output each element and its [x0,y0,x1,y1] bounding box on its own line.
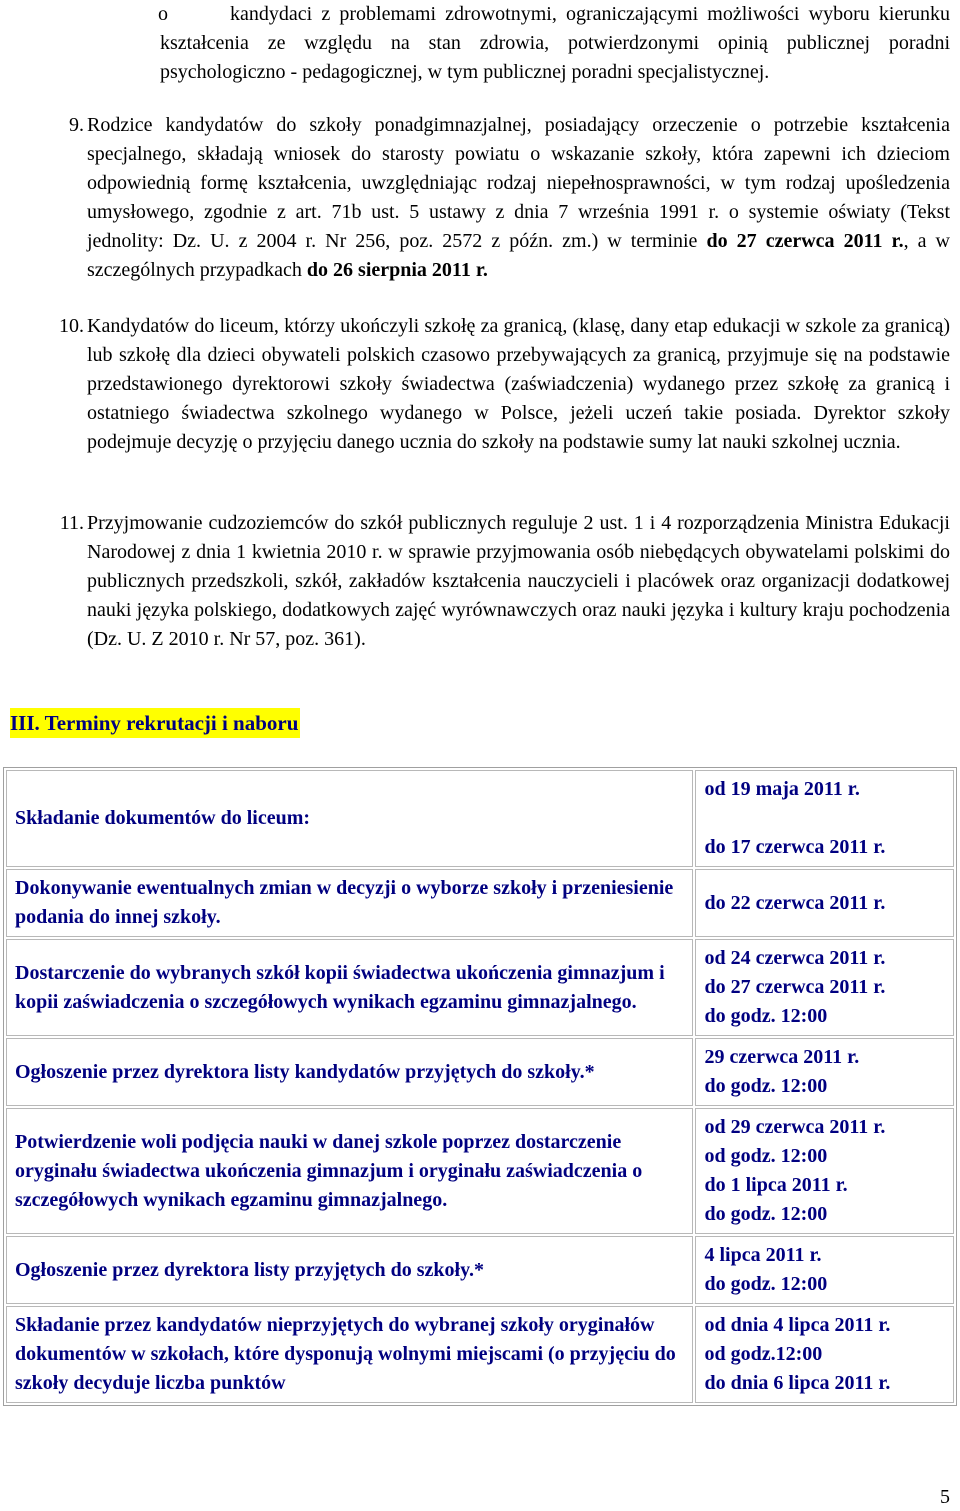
schedule-date-line: do 17 czerwca 2011 r. [704,836,886,858]
bullet-list-item [160,0,950,87]
schedule-dates [695,1108,954,1234]
schedule-row [6,939,954,1036]
schedule-date-line: do 27 czerwca 2011 r. [704,976,886,998]
schedule-dates [695,1236,954,1304]
item-text-part: , a w szczególnych przypadkach [87,230,950,281]
item-number: 10. [59,315,84,337]
schedule-task: Dokonywanie ewentualnych zmian w decyzji o wyborze szkoły i przeniesienie podania do innej szkoły. [6,869,693,937]
deadline-bold: do 27 czerwca 2011 r. [706,230,904,252]
schedule-date-line: do 1 lipca 2011 r. [704,1174,848,1196]
schedule-task: Ogłoszenie przez dyrektora listy przyjętych do szkoły.* [6,1236,693,1304]
numbered-item-9 [40,111,950,285]
item-text-part: Rodzice kandydatów do szkoły ponadgimnazjalnej, posiadający orzeczenie o potrzebie kształcenia specjalnego, składają wniosek do starosty powiatu o wskazanie szkoły, która zapewni ich dzieciom odpowiednią formę kształcenia, uwzględniając rodzaj niepełnosprawności, w tym rodzaj upośledzenia umysłowego, zgodnie z art. 71b ust. 5 ustawy z dnia 7 września 1991 r. o systemie oświaty (Tekst jednolity: Dz. U. z 2004 r. Nr 256, poz. 2572 z późn. zm.) w terminie [87,114,950,252]
schedule-dates [695,1306,954,1403]
schedule-date-line: od godz. 12:00 [704,1145,828,1167]
schedule-task: Składanie przez kandydatów nieprzyjętych do wybranej szkoły oryginałów dokumentów w szkołach, które dysponują wolnymi miejscami (o przyjęciu do szkoły decyduje liczba punktów [6,1306,693,1403]
schedule-row [6,869,954,937]
schedule-task: Składanie dokumentów do liceum: [6,770,693,867]
schedule-date-line: do godz. 12:00 [704,1273,828,1295]
item-text: Przyjmowanie cudzoziemców do szkół publicznych reguluje 2 ust. 1 i 4 rozporządzenia Ministra Edukacji Narodowej z dnia 1 kwietnia 2010 r. w sprawie przyjmowania osób niebędących obywatelami polskimi do publicznych przedszkoli, szkół, zakładów kształcenia nauczycieli i placówek oraz organizacji dodatkowej nauki języka polskiego, dodatkowych zajęć wyrównawczych oraz nauki języka i kultury kraju pochodzenia (Dz. U. Z 2010 r. Nr 57, poz. 361). [87,512,950,650]
schedule-dates [695,1038,954,1106]
section-heading [10,708,300,738]
schedule-row [6,1306,954,1403]
schedule-date-line: od 24 czerwca 2011 r. [704,947,886,969]
schedule-date-line: od dnia 4 lipca 2011 r. [704,1314,891,1336]
schedule-dates [695,869,954,937]
item-text: Kandydatów do liceum, którzy ukończyli szkołę za granicą, (klasę, dany etap edukacji w szkole za granicą) lub szkołę dla dzieci obywateli polskich czasowo przebywających za granicą, przyjmuje się na podstawie przedstawionego dyrektorowi szkoły świadectwa (zaświadczenia) wydanego przez szkołę za granicą i ostatniego świadectwa szkolnego wydanego w Polsce, jeżeli uczeń takie posiada. Dyrektor szkoły podejmuje decyzję o przyjęciu danego ucznia do szkoły na podstawie sumy lat nauki szkolnej ucznia. [87,315,950,453]
schedule-task: Ogłoszenie przez dyrektora listy kandydatów przyjętych do szkoły.* [6,1038,693,1106]
schedule-task: Potwierdzenie woli podjęcia nauki w danej szkole poprzez dostarczenie oryginału świadectwa ukończenia gimnazjum i oryginału zaświadczenia o szczegółowych wynikach egzaminu gimnazjalnego. [6,1108,693,1234]
schedule-dates [695,939,954,1036]
schedule-row [6,1038,954,1106]
schedule-row [6,1108,954,1234]
schedule-dates [695,770,954,867]
numbered-item-10 [40,312,950,457]
schedule-date-line: do godz. 12:00 [704,1005,828,1027]
schedule-date-line: do dnia 6 lipca 2011 r. [704,1372,891,1394]
schedule-date-line [704,804,945,833]
item-number: 9. [69,114,84,136]
schedule-date-line: od 19 maja 2011 r. [704,778,860,800]
bullet-marker: o [158,3,168,25]
schedule-task: Dostarczenie do wybranych szkół kopii świadectwa ukończenia gimnazjum i kopii zaświadczenia o szczegółowych wynikach egzaminu gimnazjalnego. [6,939,693,1036]
numbered-item-11 [40,509,950,654]
page-number: 5 [940,1486,950,1508]
bullet-text: kandydaci z problemami zdrowotnymi, ograniczającymi możliwości wyboru kierunku kształcenia ze względu na stan zdrowia, potwierdzonymi opinią publicznej poradni psychologiczno - pedagogicznej, w tym publicznej poradni specjalistycznej. [160,3,950,83]
item-number: 11. [59,512,84,534]
schedule-row [6,1236,954,1304]
schedule-date-line: 4 lipca 2011 r. [704,1244,822,1266]
schedule-date-line: od godz.12:00 [704,1343,823,1365]
section-number: III. [10,711,40,735]
item-text [87,111,950,285]
schedule-date-line: do godz. 12:00 [704,1203,828,1225]
recruitment-schedule-table [3,767,957,1406]
schedule-date-line: do 22 czerwca 2011 r. [704,891,886,914]
schedule-date-line: 29 czerwca 2011 r. [704,1046,860,1068]
schedule-body [6,770,954,1403]
schedule-date-line: do godz. 12:00 [704,1075,828,1097]
deadline-bold: do 26 sierpnia 2011 r. [306,259,488,281]
schedule-row [6,770,954,867]
schedule-date-line: od 29 czerwca 2011 r. [704,1116,886,1138]
section-title: Terminy rekrutacji i naboru [44,711,299,735]
